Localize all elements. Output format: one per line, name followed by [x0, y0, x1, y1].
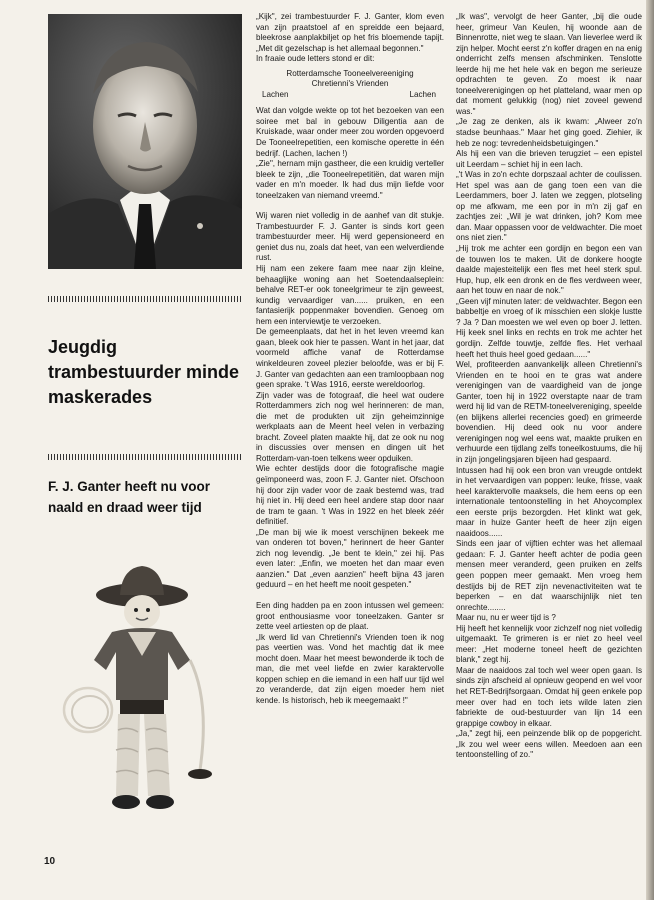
paragraph: „Ik was", vervolgt de heer Ganter, „bij die oude heer, grimeur Van Keulen, hij woonde aan de Binnenrotte, niet weg te slaan. Van lieverlee werd ik zijn helper. Mocht eerst z'n koffer dragen en na enig onderricht zelfs mensen afschminken. Tenslotte leerde hij me het hele vak en begon me serieuze opdrachten te geven. Zo moest ik naar toneelverenigingen op het platteland, waar men op dat moment gelukkig (nog) niet zoveel gewend was." — [456, 12, 642, 116]
portrait-photo — [48, 14, 242, 269]
paragraph: Hij nam een zekere faam mee naar zijn kleine, behaaglijke woning aan het Soetendaalseplein: behalve RET-er ook toneelgrimeur te zijn geweest, kundig vervaardiger van...... pruiken, en een fantasierijk poppenmaker bovendien. Genoeg om hem een interviewtje te verzoeken. — [256, 264, 444, 326]
notice-word-right: Lachen — [409, 89, 436, 99]
paragraph: Wel, profiteerden aanvankelijk alleen Chretienni's Vrienden en te hooi en te gras wat andere verenigingen van de vaardigheid van de jonge Ganter, toen hij in 1922 overstapte naar de tram werd hij lid van de RETM-toneelvereniging, speelde (en blijkens allerlei recencies goed) en grimeerde bovendien. Hij deed ook nu voor andere verenigingen nog wel eens wat, maakte pruiken en verhuurde een tijdlang zelfs toneelkostuums, die hij in zijn jongelingsjaren bijeen had gespaard. — [456, 360, 642, 464]
divider-hatch — [48, 296, 242, 302]
paragraph: Als hij een van die brieven terugziet – een epistel uit Leerdam – schiet hij in een lach. — [456, 149, 642, 169]
paragraph: Maar nu, nu er weer tijd is ? — [456, 613, 556, 623]
paragraph: In fraaie oude letters stond er dit: — [256, 54, 375, 64]
notice-line: Chretienni's Vrienden — [311, 79, 389, 89]
paragraph: „Ja," zegt hij, een peinzende blik op de popgericht. „Ik zou wel weer eens willen. Meedoen aan een tentoonstelling of zo." — [456, 729, 642, 760]
notice-word-left: Lachen — [262, 89, 289, 99]
paragraph: „Hij trok me achter een gordijn en begon een van de touwen los te maken. Uit de donkere hoogte daalde majesteitelijk een fles met heel sterk spul. Hup, hup, elk een dronk en de fles verdween weer, aan het touw en naar de nok." — [456, 244, 642, 296]
paragraph: Wij waren niet volledig in de aanhef van dit stukje. Trambestuurder F. J. Ganter is sinds kort geen trambestuurder meer. Hij werd gepensioneerd en geniet dus nu, zoals dat heet, van een welverdiende rust. — [256, 211, 444, 263]
paragraph: Maar de naaidoos zal toch wel weer open gaan. Is sinds zijn afscheid al opnieuw geopend en wel voor het RET-Bedrijfsorgaan. Omdat hij geen enkele pop meer over had en toch iets wilde laten zien fabriekte de oud-bestuurder van lijn 14 een grappige cowboy in elkaar. — [456, 665, 642, 728]
portrait-photo-art — [48, 14, 242, 269]
cowboy-doll-photo — [50, 560, 225, 820]
page-edge-shadow — [646, 0, 654, 900]
paragraph: „Je zag ze denken, als ik kwam: „Alweer zo'n stadse beunhaas." Maar het ging goed. Ziehier, ik heb ze nog: tevredenheidsbetuigingen." — [456, 117, 642, 148]
paragraph: Intussen had hij ook een bron van vreugde ontdekt in het vervaardigen van poppen: leuke, frisse, vaak heel karaktervolle maaksels, die hem eens op een internationale tentoonstelling in het Ahoycomplex een eerste prijs bezorgden. Het klinkt wat gek, maar in huize Ganter heeft de heer zijn eigen naaidoos...... — [456, 465, 642, 538]
cowboy-doll-art — [50, 560, 225, 820]
paragraph: „'t Was in zo'n echte dorpszaal achter de coulissen. Het spel was aan de gang toen een van die Leerdammers, boer J. laten we zeggen, plotseling op me afkwam, me een por in m'n zij gaf en zachtjes zei: „Wil je wat drinken, joh? Kom mee dan. Maar oppassen voor de veldwachter. Die moet ons niet zien." — [456, 170, 642, 243]
page-number: 10 — [44, 856, 56, 867]
divider-hatch — [48, 454, 242, 460]
paragraph: Een ding hadden pa en zoon intussen wel gemeen: groot enthousiasme voor toneelzaken. Ganter sr zette veel artiesten op de plaat. — [256, 600, 444, 632]
paragraph: „Zie", hernam mijn gastheer, die een kruidig verteller bleek te zijn, „die Tooneelrepetitiën, dat waren mijn vader en m'n moeder. Ik had dus mijn liefde voor toneelzaken van niemand vreemd." — [256, 159, 444, 200]
paragraph: Wie echter destijds door die fotografische magie geïmponeerd was, zoon F. J. Ganter niet. Ofschoon hij door zijn vader voor de zaak bestemd was, trad hij niet in. Hij deed een heel andere stap door naar de tram te gaan. 't Was in 1922 en het bleek zéér definitief. — [256, 464, 444, 527]
subheadline: F. J. Ganter heeft nu voor naald en draad weer tijd — [48, 479, 211, 515]
poster-notice — [256, 69, 444, 101]
paragraph: Hij heeft het kennelijk voor zichzelf nog niet volledig uitgemaakt. Te grimeren is er niet zo heel veel meer: „Het moderne toneel heeft de gezichten blank," zegt hij. — [456, 623, 642, 665]
paragraph: „De man bij wie ik moest verschijnen bekeek me van onderen tot boven," herinnert de heer Ganter zich nog levendig. „Je bent te klein," zei hij. Pas even later: „Enfin, we moeten het dan maar even aanzien." Dat „even aanzien" heeft bijna 43 jaren geduurd – en het heeft me nooit gespeten." — [256, 527, 444, 590]
paragraph: Sinds een jaar of vijftien echter was het allemaal gedaan: F. J. Ganter heeft achter de podia geen mensen meer veranderd, geen pruiken en zelfs geen poppen meer gemaakt. Men vroeg hem destijds bij de RET zijn nevenactiviteiten wat te beperken – en dat waarschijnlijk niet ten onrechte........ — [456, 539, 642, 612]
paragraph: Wat dan volgde wekte op tot het bezoeken van een soiree met bal in gebouw Diligentia aan de Kruiskade, waar onder meer zou worden opgevoerd De Tooneelrepetitien, een komische operette in één bedrijf. (Lachen, lachen !) — [256, 106, 444, 158]
headline: Jeugdig trambestuurder minde maskerades — [48, 337, 240, 407]
paragraph: Zijn vader was de fotograaf, die heel wat oudere Rotterdammers zich nog wel herinneren: de man, die met de produkten uit zijn geheimzinnige werkplaats aan de Meent heel velen in verbazing bracht. Zoveel platen maakte hij, dat ze ook nu nog in discussies over mensen en dingen uit het Rotterdam-van-toen telkens weer opduiken. — [256, 390, 444, 463]
paragraph: „Ik werd lid van Chretienni's Vrienden toen ik nog pas veertien was. Vond het machtig dat ik mee mocht doen. Maar het meest bewonderde ik toch de man, die met veel liefde en zwier karaktervolle koppen schiep en die iemand in een half uur tijd wel zo veranderde, dat zijn eigen moeder hem niet kende. Is historisch, heb ik meegemaakt !" — [256, 632, 444, 705]
paragraph: „Kijk", zei trambestuurder F. J. Ganter, klom even van zijn praatstoel af en spreidde een bejaard, bleekrose aanplakbiljet op het fris bloemende tapijt. „Met dit gezelschap is het allemaal begonnen." — [256, 12, 444, 53]
notice-line — [256, 90, 444, 101]
paragraph: „Geen vijf minuten later: de veldwachter. Begon een babbeltje en vroeg of ik misschien een slokje lustte ? Ja ? Dan moesten we wel even op boer J. letten. Hij keek snel links en rechts en trok me achter het gordijn. Zelfde touwtje, zelfde fles. Het verhaal heeft het thuis heel goed gedaan......" — [456, 296, 642, 359]
article-column-right — [456, 12, 642, 761]
notice-line: Rotterdamsche Tooneelvereeniging — [286, 68, 414, 78]
paragraph: De gemeenplaats, dat het in het leven vreemd kan gaan, bleek ook hier te passen. Want in het jaar, dat voormeld affiche vanaf de Rotterdamse winkeldeuren zoveel plezier beloofde, was er bij F. J. Ganter van gedachten aan een tramloopbaan nog geen sprake. 't Was 1916, eerste wereldoorlog. — [256, 327, 444, 390]
article-column-middle — [256, 12, 444, 706]
